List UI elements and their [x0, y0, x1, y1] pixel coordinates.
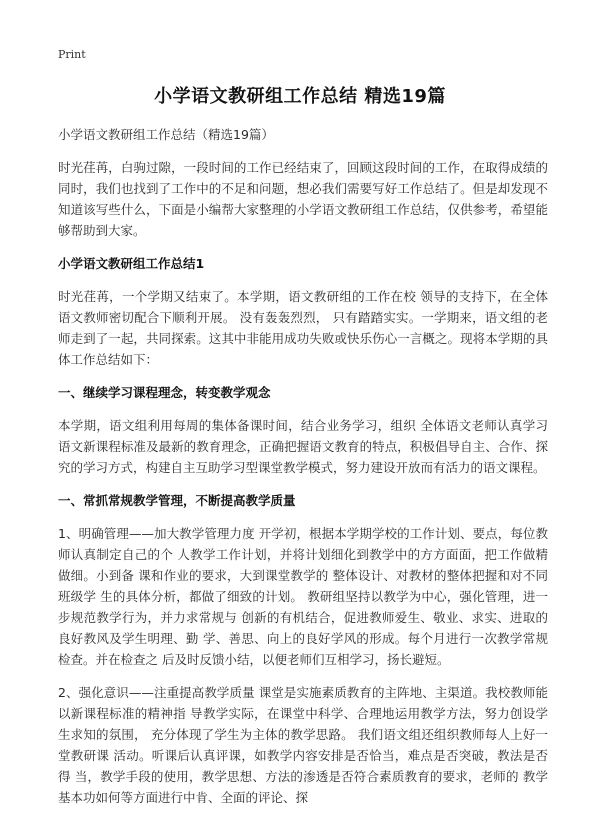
- heading-a: 一、继续学习课程理念，转变教学观念: [58, 385, 271, 400]
- document-title: 小学语文教研组工作总结 精选19篇: [154, 86, 446, 107]
- paragraph-b2: 2、强化意识——注重提高教学质量 课堂是实施素质教育的主阵地、主渠道。我校教师能以新课程标准的精神指 导教学实际，在课堂中科学、合理地运用教学方法，努力创设学生求知的氛围， 充分体现了学生为主体的教学思路。 我们语文组还组织教师每人上好一堂教研课 活动。听课后认真评课，如教学内容安排是否恰当，难点是否突破，教法是否得 当，教学手段的使用，教学思想、方法的渗透是否符合素质教育的要求，老师的 教学基本功如何等方面进行中肯、全面的评论、探: [58, 685, 548, 805]
- heading-b: 一、常抓常规教学管理，不断提高教学质量: [58, 493, 296, 508]
- intro-paragraph: 时光荏苒，白驹过隙，一段时间的工作已经结束了，回顾这段时间的工作，在取得成绩的同时，我们也找到了工作中的不足和问题，想必我们需要写好工作总结了。但是却发现不知道该写些什么，下面是小编帮大家整理的小学语文教研组工作总结，仅供参考，希望能够帮助到大家。: [58, 160, 548, 238]
- document-subtitle: 小学语文教研组工作总结（精选19篇）: [58, 127, 274, 142]
- paragraph-a: 本学期，语文组利用每周的集体备课时间，结合业务学习，组织 全体语文老师认真学习语文新课程标准及最新的教育理念，正确把握语文教育的特点，积极倡导自主、合作、探究的学习方式，构建自主互助学习型课堂教学模式，努力建设开放而有活力的语文课程。: [58, 418, 548, 475]
- print-link[interactable]: Print: [58, 48, 86, 61]
- section1-heading: 小学语文教研组工作总结1: [58, 256, 205, 271]
- paragraph-b1: 1、明确管理——加大教学管理力度 开学初，根据本学期学校的工作计划、要点，每位教师认真制定自己的个 人教学工作计划，并将计划细化到教学中的方方面面，把工作做精做细。小到备 课和作业的要求，大到课堂教学的 整体设计、对教材的整体把握和对不同班级学 生的具体分析，都做了细致的计划。 教研组坚持以教学为中心，强化管理，进一步规范教学行为，并力求常规与 创新的有机结合，促进教师爱生、敬业、求实、进取的良好教风及学生明理、勤 学、善思、向上的良好学风的形成。每个月进行一次教学常规检查。并在检查之 后及时反馈小结，以便老师们互相学习，扬长避短。: [58, 526, 548, 667]
- section1-paragraph: 时光荏苒，一个学期又结束了。本学期，语文教研组的工作在校 领导的支持下，在全体语文教师密切配合下顺利开展。 没有轰轰烈烈， 只有踏踏实实。一学期来，语文组的老师走到了一起，共同探索。这其中非能用成功失败或快乐伤心一言概之。现将本学期的具体工作总结如下：: [58, 289, 548, 367]
- document-body: [58, 124, 548, 820]
